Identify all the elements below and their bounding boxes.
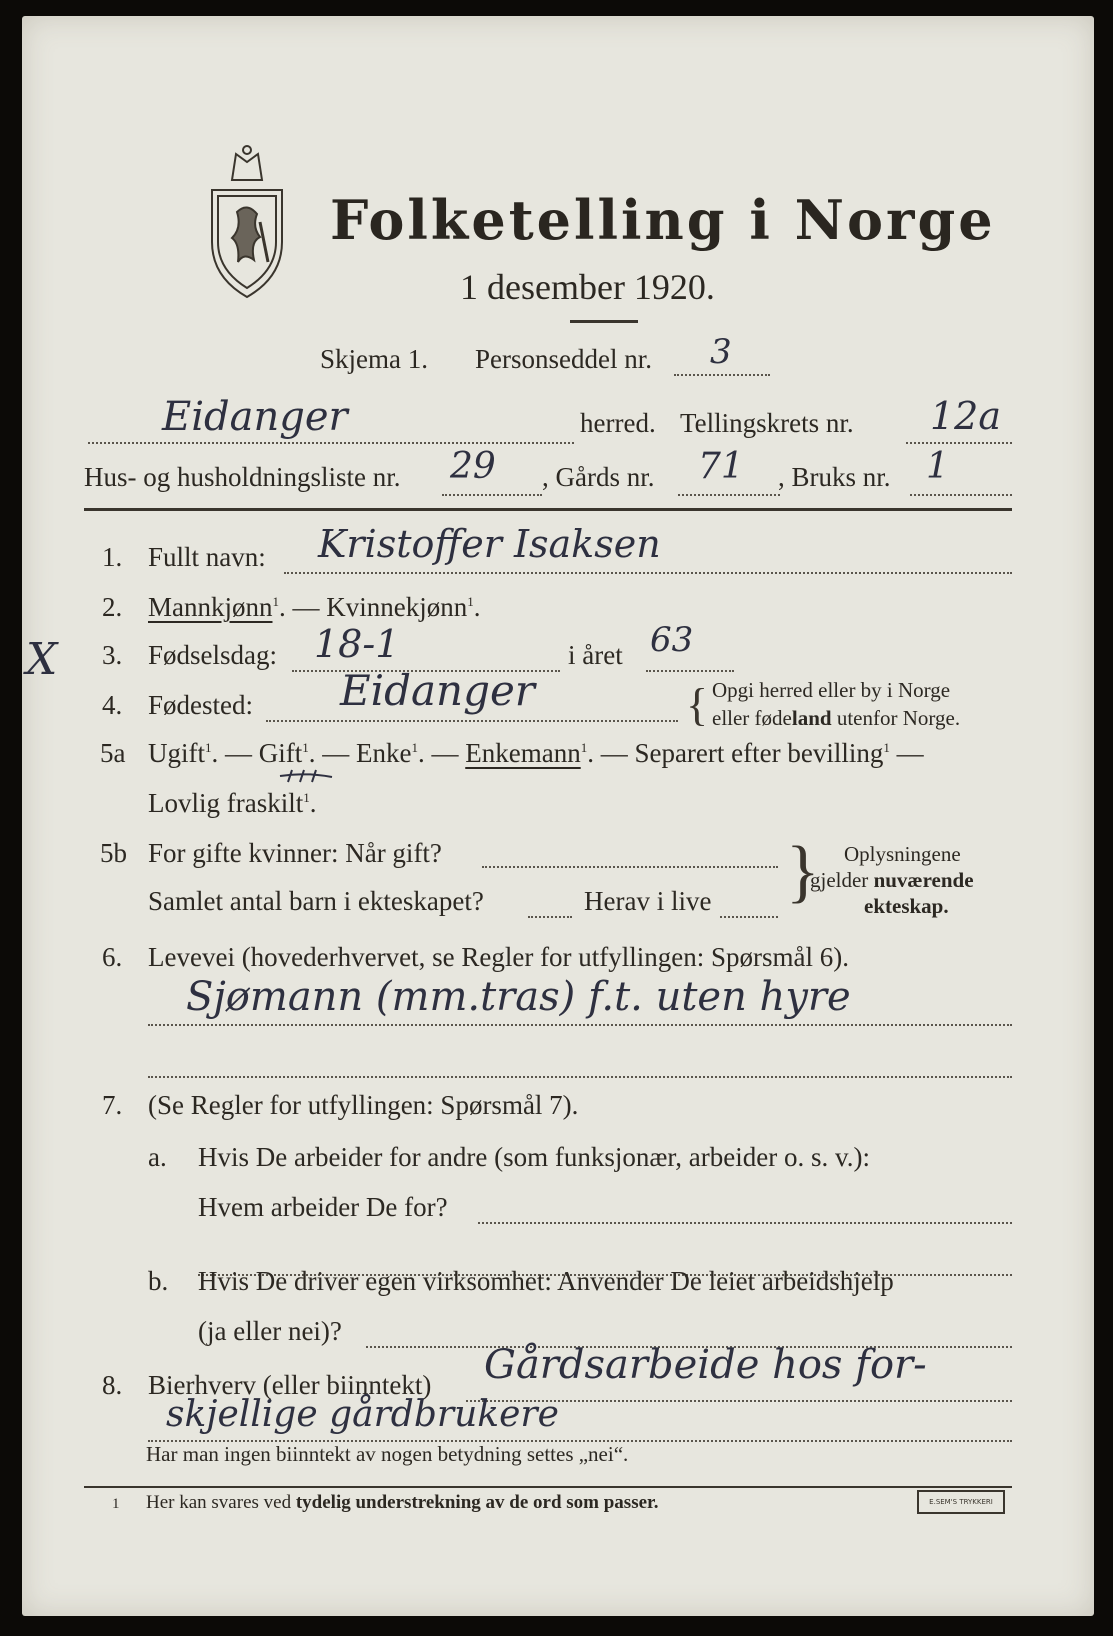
q5b-barn-label: Samlet antal barn i ekteskapet? [148,886,484,916]
q5a-number: 5a [100,738,126,768]
q7a-letter: a. [148,1142,167,1172]
bruks-value[interactable]: 1 [926,446,949,487]
hus-label: Hus- og husholdningsliste nr. [84,462,401,492]
footnote-mark: 1 [112,1496,120,1512]
q7a-line-1 [478,1222,1012,1224]
q3-year-line [646,670,734,672]
q5a-gift-option[interactable]: Gift [258,738,303,768]
q5b-brace: } [786,833,820,910]
q2-separator: . — [279,592,327,622]
printer-stamp: E.SEM'S TRYKKERI [917,1490,1005,1514]
q4-note-2: eller fødeland utenfor Norge. [712,706,961,730]
personseddel-label: Personseddel nr. [475,344,652,374]
q8-value-1[interactable]: Gårdsarbeide hos for- [484,1342,927,1388]
q7a-label: Hvis De arbeider for andre (som funksjonær, arbeider o. s. v.): [198,1142,870,1172]
personseddel-line [674,374,770,376]
coat-of-arms-icon [202,142,292,302]
q5b-note-2: gjelder nuværende [810,868,974,892]
form-title: Folketelling i Norge [330,188,996,252]
schema-label: Skjema 1. [320,344,428,374]
q6-line-2 [148,1076,1012,1078]
q2-female-option[interactable]: Kvinnekjønn [326,592,468,622]
q7-number: 7. [102,1090,123,1120]
margin-mark: X [26,634,58,685]
q1-label: Fullt navn: [148,542,266,572]
q5b-live-label: Herav i live [584,886,712,916]
q6-label: Levevei (hovederhvervet, se Regler for utfyllingen: Spørsmål 6). [148,942,850,972]
q8-value-2[interactable]: skjellige gårdbrukere [166,1394,559,1435]
q4-line [266,720,678,722]
q5a-options: Ugift$^1$. — Gift$^1$. — Enke$^1$. — Enkemann$^1$. — Separert efter bevilling$^1$ — [148,738,924,768]
q8-note: Har man ingen biinntekt av nogen betydning settes „nei“. [146,1442,629,1466]
bruks-label: , Bruks nr. [778,462,891,492]
q6-number: 6. [102,942,123,972]
q5a-fraskilt: Lovlig fraskilt$^1$. [148,788,317,818]
q5b-note-3: ekteskap. [864,894,949,918]
q5b-live-line [720,916,778,918]
personseddel-value[interactable]: 3 [710,332,732,372]
q6-line-1 [148,1024,1012,1026]
q7a-sub: Hvem arbeider De for? [198,1192,448,1222]
gards-value[interactable]: 71 [698,446,744,487]
hus-value[interactable]: 29 [450,446,496,487]
q7b-letter: b. [148,1266,169,1296]
q5b-note-1: Oplysningene [844,842,961,866]
q8-label: Bierhverv (eller biinntekt) [148,1370,432,1400]
q3-number: 3. [102,640,123,670]
q5a-separert-option[interactable]: Separert efter bevilling [634,738,884,768]
census-form [22,16,1094,1616]
gards-label: , Gårds nr. [542,462,655,492]
q5a-enke-option[interactable]: Enke [356,738,412,768]
footnote-rule [84,1486,1012,1488]
q3-year-value[interactable]: 63 [650,620,694,660]
q3-year-label: i året [568,640,623,670]
q5a-fraskilt-option[interactable]: Lovlig fraskilt [148,788,304,818]
q4-number: 4. [102,690,123,720]
q1-number: 1. [102,542,123,572]
herred-value[interactable]: Eidanger [162,394,348,440]
q3-value[interactable]: 18-1 [314,622,400,666]
q2-number: 2. [102,592,123,622]
q5a-ugift-option[interactable]: Ugift [148,738,205,768]
header-rule [84,508,1012,511]
q2-options: Mannkjønn$^1$. — Kvinnekjønn$^1$. [148,592,481,622]
herred-label: herred. [580,408,656,438]
q2-female-footnote-mark: 1 [467,594,474,609]
q4-value[interactable]: Eidanger [340,666,535,715]
q5b-barn-line [528,916,572,918]
q3-label: Fødselsdag: [148,640,278,670]
q2-male-option[interactable]: Mannkjønn [148,592,273,622]
q6-value[interactable]: Sjømann (mm.tras) f.t. uten hyre [186,974,851,1020]
q5a-enkemann-option[interactable]: Enkemann [465,738,581,768]
q7b-label: Hvis De driver egen virksomhet: Anvender De leiet arbeidshjelp [198,1266,894,1296]
q4-brace: { [686,679,709,730]
q5b-line [482,866,778,868]
census-date: 1 desember 1920. [460,267,715,307]
herred-line [88,442,574,444]
gift-strikethrough-mark [278,768,334,784]
footnote-text: Her kan svares ved tydelig understrekning av de ord som passer. [146,1492,659,1513]
q8-number: 8. [102,1370,123,1400]
q7b-sub: (ja eller nei)? [198,1316,342,1346]
bruks-line [910,494,1012,496]
tellingskrets-label: Tellingskrets nr. [680,408,854,438]
gards-line [678,494,780,496]
hus-line [442,494,542,496]
q4-label: Fødested: [148,690,253,720]
q4-note-1: Opgi herred eller by i Norge [712,678,951,702]
q2-male-footnote-mark: 1 [272,594,279,609]
q5b-label: For gifte kvinner: Når gift? [148,838,442,868]
q5b-number: 5b [100,838,127,868]
q1-value[interactable]: Kristoffer Isaksen [318,522,661,566]
q7-label: (Se Regler for utfyllingen: Spørsmål 7). [148,1090,579,1120]
tellingskrets-value[interactable]: 12a [930,394,1002,438]
q1-line [284,572,1012,574]
tellingskrets-line [906,442,1012,444]
title-divider [570,320,638,323]
